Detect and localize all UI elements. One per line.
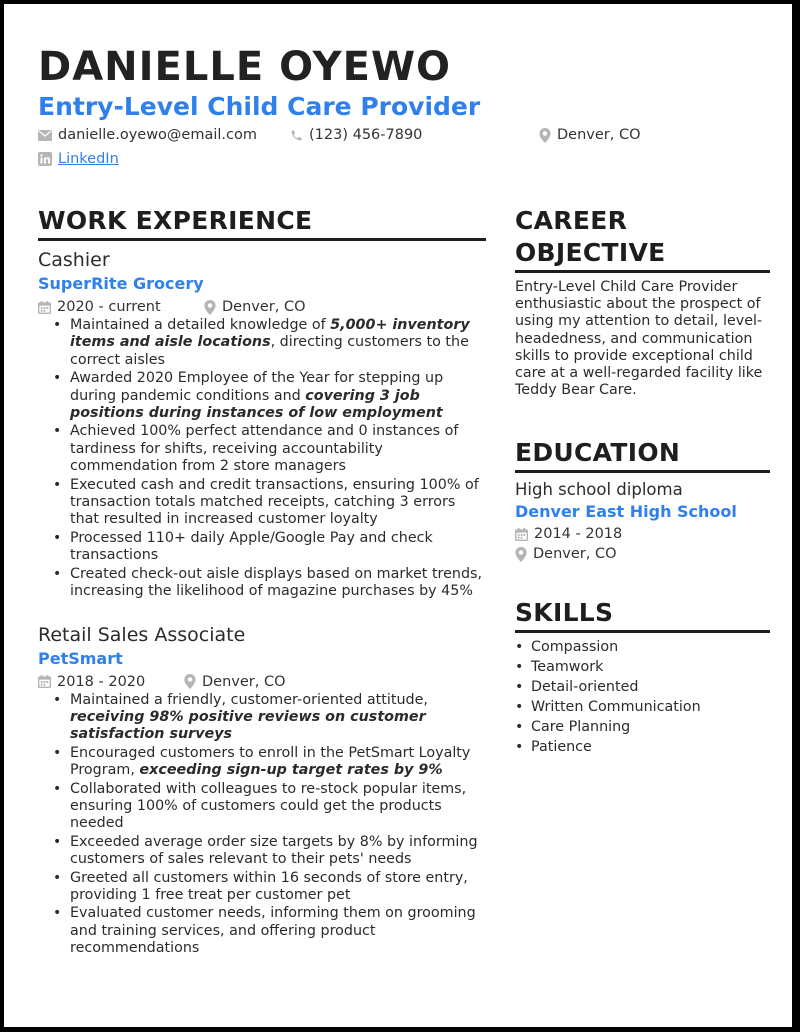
bullet-text: Exceeded average order size targets by 8% by informing customers of sales relevant to their pets' needs xyxy=(70,833,478,868)
education-dates-text: 2014 - 2018 xyxy=(534,526,623,543)
job-bullet xyxy=(38,370,486,422)
job-meta xyxy=(38,673,486,691)
envelope-icon xyxy=(38,130,52,141)
career-objective-heading-line2: OBJECTIVE xyxy=(515,238,666,267)
map-pin-icon xyxy=(184,674,196,689)
job-dates xyxy=(38,298,204,316)
bullet-text: Created check-out aisle displays based on market trends, increasing the likelihood of magazine purchases by 45% xyxy=(70,565,483,600)
skill-item: • Care Planning xyxy=(515,717,770,737)
bullet-text: Maintained a detailed knowledge of xyxy=(70,317,331,333)
job-location xyxy=(204,298,306,316)
bullet-text: Awarded 2020 Employee of the Year for stepping up during pandemic conditions and xyxy=(70,370,444,404)
jobs-list xyxy=(38,249,486,958)
job-bullets xyxy=(38,317,486,601)
skill-item: • Written Communication xyxy=(515,697,770,717)
job-location xyxy=(184,673,286,691)
skill-item: • Teamwork xyxy=(515,657,770,677)
map-pin-icon xyxy=(515,547,527,562)
education-location-row xyxy=(515,545,770,563)
education-heading: EDUCATION xyxy=(515,437,770,473)
bullet-highlight: exceeding sign-up target rates by 9% xyxy=(139,762,443,779)
job-bullet xyxy=(38,781,486,833)
career-objective-heading xyxy=(515,205,770,273)
education-dates xyxy=(515,525,622,543)
calendar-icon xyxy=(38,301,51,314)
job-dates-text: 2020 - current xyxy=(57,299,161,315)
job-location-text: Denver, CO xyxy=(222,299,306,315)
job-bullet xyxy=(38,477,486,529)
job-bullet xyxy=(38,423,486,475)
job-dates xyxy=(38,673,184,691)
phone-icon xyxy=(290,129,303,142)
phone-text: (123) 456-7890 xyxy=(309,127,423,143)
job-bullet xyxy=(38,870,486,905)
job-bullet xyxy=(38,745,486,780)
bullet-text: Maintained a friendly, customer-oriented attitude, xyxy=(70,691,428,708)
education-location xyxy=(515,545,617,563)
job-bullet xyxy=(38,317,486,369)
bullet-text: Collaborated with colleagues to re-stock popular items, ensuring 100% of customers could get the products needed xyxy=(70,780,467,832)
skills-heading: SKILLS xyxy=(515,597,770,633)
job-entry xyxy=(38,249,486,601)
location-contact xyxy=(539,127,641,143)
candidate-title: Entry-Level Child Care Provider xyxy=(38,92,481,121)
calendar-icon xyxy=(515,528,528,541)
linkedin-contact xyxy=(38,151,119,167)
career-objective-heading-line1: CAREER xyxy=(515,206,628,235)
skill-item: • Detail-oriented xyxy=(515,677,770,697)
map-pin-icon xyxy=(539,128,551,143)
candidate-name: DANIELLE OYEWO xyxy=(38,44,452,90)
calendar-icon xyxy=(38,675,51,688)
job-bullet xyxy=(38,530,486,565)
bullet-text: Greeted all customers within 16 seconds of store entry, providing 1 free treat per customer pet xyxy=(70,869,468,903)
skills-list xyxy=(515,637,770,757)
job-meta xyxy=(38,298,486,316)
job-bullets xyxy=(38,692,486,958)
job-bullet xyxy=(38,834,486,869)
bullet-text-end: , directing customers to the correct aisles xyxy=(70,334,469,368)
bullet-text: Encouraged customers to enroll in the PetSmart Loyalty Program, xyxy=(70,744,471,779)
email-text: danielle.oyewo@email.com xyxy=(58,127,257,143)
bullet-highlight: covering 3 job positions during instances of low employment xyxy=(70,387,443,422)
linkedin-link[interactable]: LinkedIn xyxy=(58,151,119,167)
linkedin-icon xyxy=(38,152,52,166)
job-company: PetSmart xyxy=(38,648,123,668)
work-experience-heading: WORK EXPERIENCE xyxy=(38,205,486,241)
job-bullet xyxy=(38,692,486,744)
job-location-text: Denver, CO xyxy=(202,673,286,690)
bullet-text: Achieved 100% perfect attendance and 0 instances of tardiness for shifts, receiving accountability commendation from 2 store managers xyxy=(70,423,459,475)
bullet-text: Processed 110+ daily Apple/Google Pay and check transactions xyxy=(70,529,433,564)
bullet-highlight: 5,000+ inventory items and aisle locations xyxy=(70,317,470,351)
job-entry xyxy=(38,624,486,958)
education-degree: High school diploma xyxy=(515,480,683,500)
job-role: Cashier xyxy=(38,249,110,271)
email-contact xyxy=(38,127,257,143)
phone-contact xyxy=(290,127,422,143)
job-role: Retail Sales Associate xyxy=(38,623,246,646)
right-column xyxy=(515,205,770,757)
career-objective-text: Entry-Level Child Care Provider enthusiastic about the prospect of using my attention to detail, level-headedness, and communication skills to provide exceptional child care at a well-regarded facility like Teddy Bear Care. xyxy=(515,279,763,399)
job-dates-text: 2018 - 2020 xyxy=(57,673,146,690)
skill-item: • Patience xyxy=(515,737,770,757)
education-school: Denver East High School xyxy=(515,502,737,522)
bullet-text: Evaluated customer needs, informing them on grooming and training services, and offering product recommendations xyxy=(70,905,476,957)
job-company: SuperRite Grocery xyxy=(38,274,204,293)
bullet-highlight: receiving 98% positive reviews on customer satisfaction surveys xyxy=(70,708,426,743)
bullet-text: Executed cash and credit transactions, ensuring 100% of transaction totals matched receipts, catching 3 errors that resulted in increased customer loyalty xyxy=(70,476,479,528)
education-dates-row xyxy=(515,525,770,543)
map-pin-icon xyxy=(204,300,216,315)
location-text: Denver, CO xyxy=(557,127,641,143)
skill-item: • Compassion xyxy=(515,637,770,657)
education-location-text: Denver, CO xyxy=(533,546,617,563)
left-column xyxy=(38,205,486,959)
job-bullet xyxy=(38,905,486,957)
job-bullet xyxy=(38,566,486,601)
